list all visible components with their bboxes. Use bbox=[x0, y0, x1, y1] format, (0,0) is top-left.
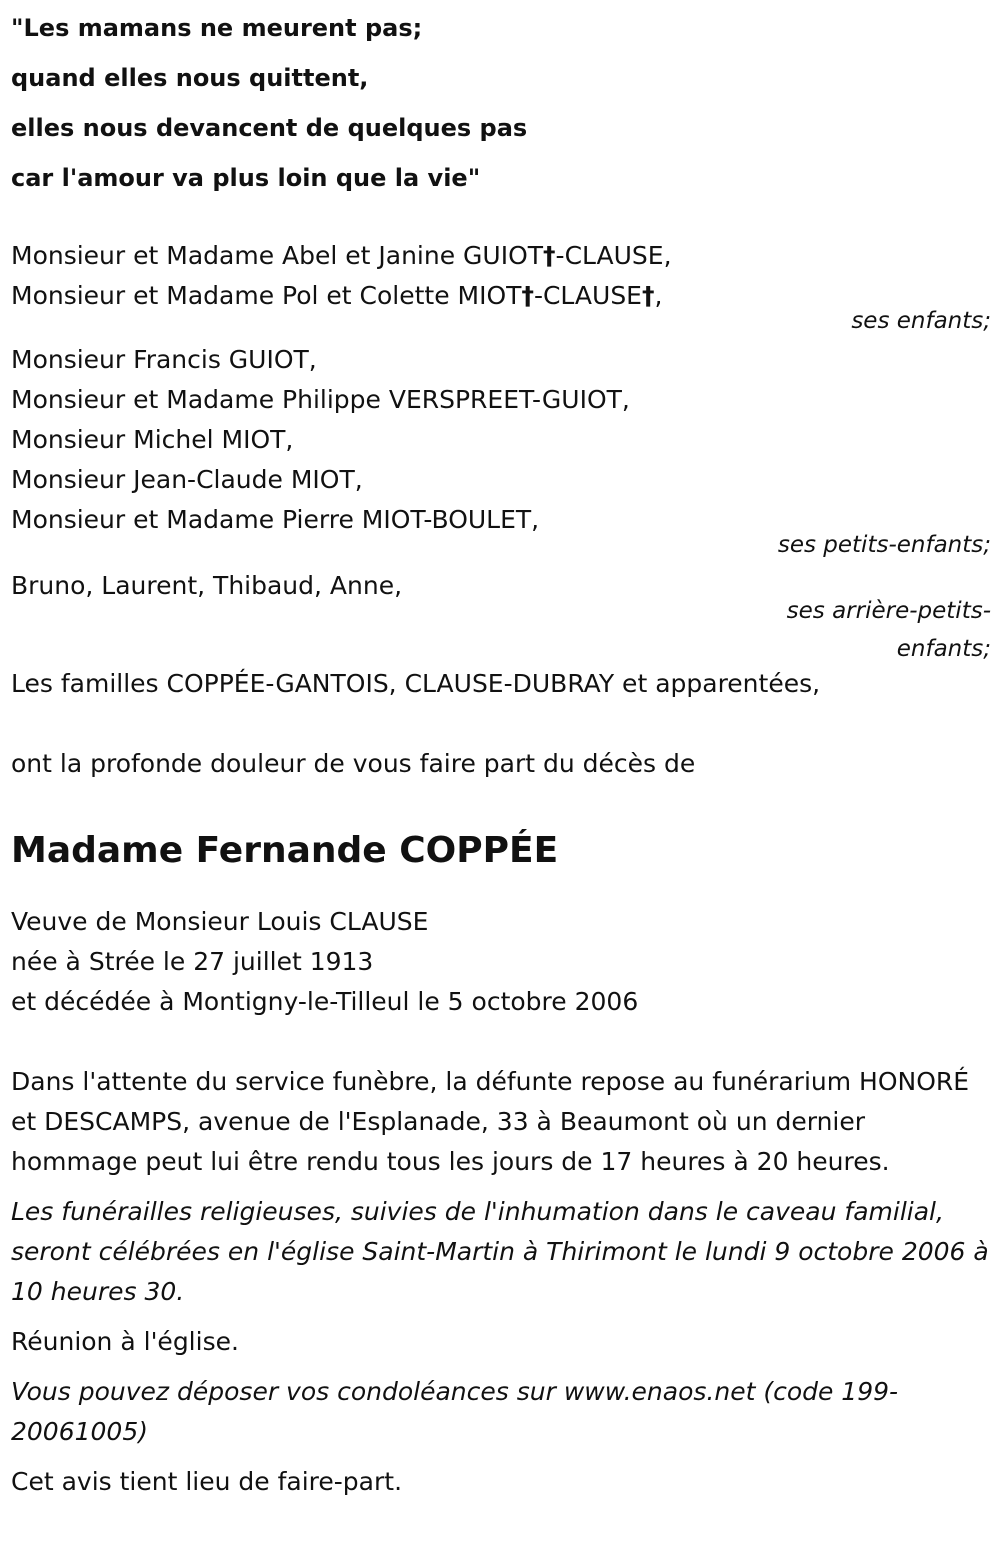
details-line-1: Veuve de Monsieur Louis CLAUSE bbox=[11, 907, 429, 936]
children-line-2-mid: -CLAUSE bbox=[533, 281, 642, 310]
great-grandchildren-block bbox=[11, 566, 991, 668]
poem-line-1: "Les mamans ne meurent pas; bbox=[11, 14, 423, 42]
cross-icon: † bbox=[641, 281, 655, 310]
great-grandchildren-label-2: enfants; bbox=[896, 636, 991, 662]
deceased-name: Madame Fernande COPPÉE bbox=[11, 830, 559, 871]
families-line: Les familles COPPÉE-GANTOIS, CLAUSE-DUBRAY et apparentées, bbox=[11, 669, 821, 698]
grandchildren-line-1: Monsieur Francis GUIOT, bbox=[11, 345, 317, 374]
obituary-notice bbox=[11, 0, 991, 1502]
children-block bbox=[11, 236, 991, 340]
grandchildren-line-3: Monsieur Michel MIOT, bbox=[11, 425, 294, 454]
details-line-2: née à Strée le 27 juillet 1913 bbox=[11, 947, 374, 976]
condolences-paragraph: Vous pouvez déposer vos condoléances sur www.enaos.net (code 199-20061005) bbox=[11, 1377, 899, 1446]
notice-paragraph: Cet avis tient lieu de faire-part. bbox=[11, 1467, 403, 1496]
cross-icon: † bbox=[521, 281, 534, 310]
children-line-1 bbox=[11, 236, 991, 276]
children-label: ses enfants; bbox=[851, 308, 991, 334]
details-block bbox=[11, 902, 991, 1022]
poem-line-4: car l'amour va plus loin que la vie" bbox=[11, 164, 481, 192]
great-grandchildren-line: Bruno, Laurent, Thibaud, Anne, bbox=[11, 571, 403, 600]
details-line-3: et décédée à Montigny-le-Tilleul le 5 octobre 2006 bbox=[11, 987, 639, 1016]
great-grandchildren-label-1: ses arrière-petits- bbox=[786, 598, 991, 624]
children-line-1-end: -CLAUSE, bbox=[555, 241, 672, 270]
grandchildren-label: ses petits-enfants; bbox=[777, 532, 991, 558]
meeting-paragraph: Réunion à l'église. bbox=[11, 1327, 239, 1356]
grandchildren-line-5: Monsieur et Madame Pierre MIOT-BOULET, bbox=[11, 505, 540, 534]
grandchildren-block bbox=[11, 340, 991, 564]
announcement-line: ont la profonde douleur de vous faire part du décès de bbox=[11, 749, 696, 778]
children-line-2-text: Monsieur et Madame Pol et Colette MIOT bbox=[11, 281, 522, 310]
viewing-paragraph: Dans l'attente du service funèbre, la défunte repose au funérarium HONORÉ et DESCAMPS, avenue de l'Esplanade, 33 à Beaumont où un dernier hommage peut lui être rendu tous les jours de 17 heures à 20 heures. bbox=[11, 1067, 970, 1176]
funeral-paragraph: Les funérailles religieuses, suivies de l'inhumation dans le caveau familial, seront célébrées en l'église Saint-Martin à Thirimont le lundi 9 octobre 2006 à 10 heures 30. bbox=[11, 1197, 989, 1306]
grandchildren-line-4: Monsieur Jean-Claude MIOT, bbox=[11, 465, 363, 494]
children-line-1-text: Monsieur et Madame Abel et Janine GUIOT bbox=[11, 241, 544, 270]
poem-block bbox=[11, 3, 991, 203]
poem-line-2: quand elles nous quittent, bbox=[11, 64, 369, 92]
cross-icon: † bbox=[543, 241, 556, 270]
poem-line-3: elles nous devancent de quelques pas bbox=[11, 114, 528, 142]
children-line-2-end: , bbox=[654, 281, 663, 310]
grandchildren-line-2: Monsieur et Madame Philippe VERSPREET-GUIOT, bbox=[11, 385, 630, 414]
